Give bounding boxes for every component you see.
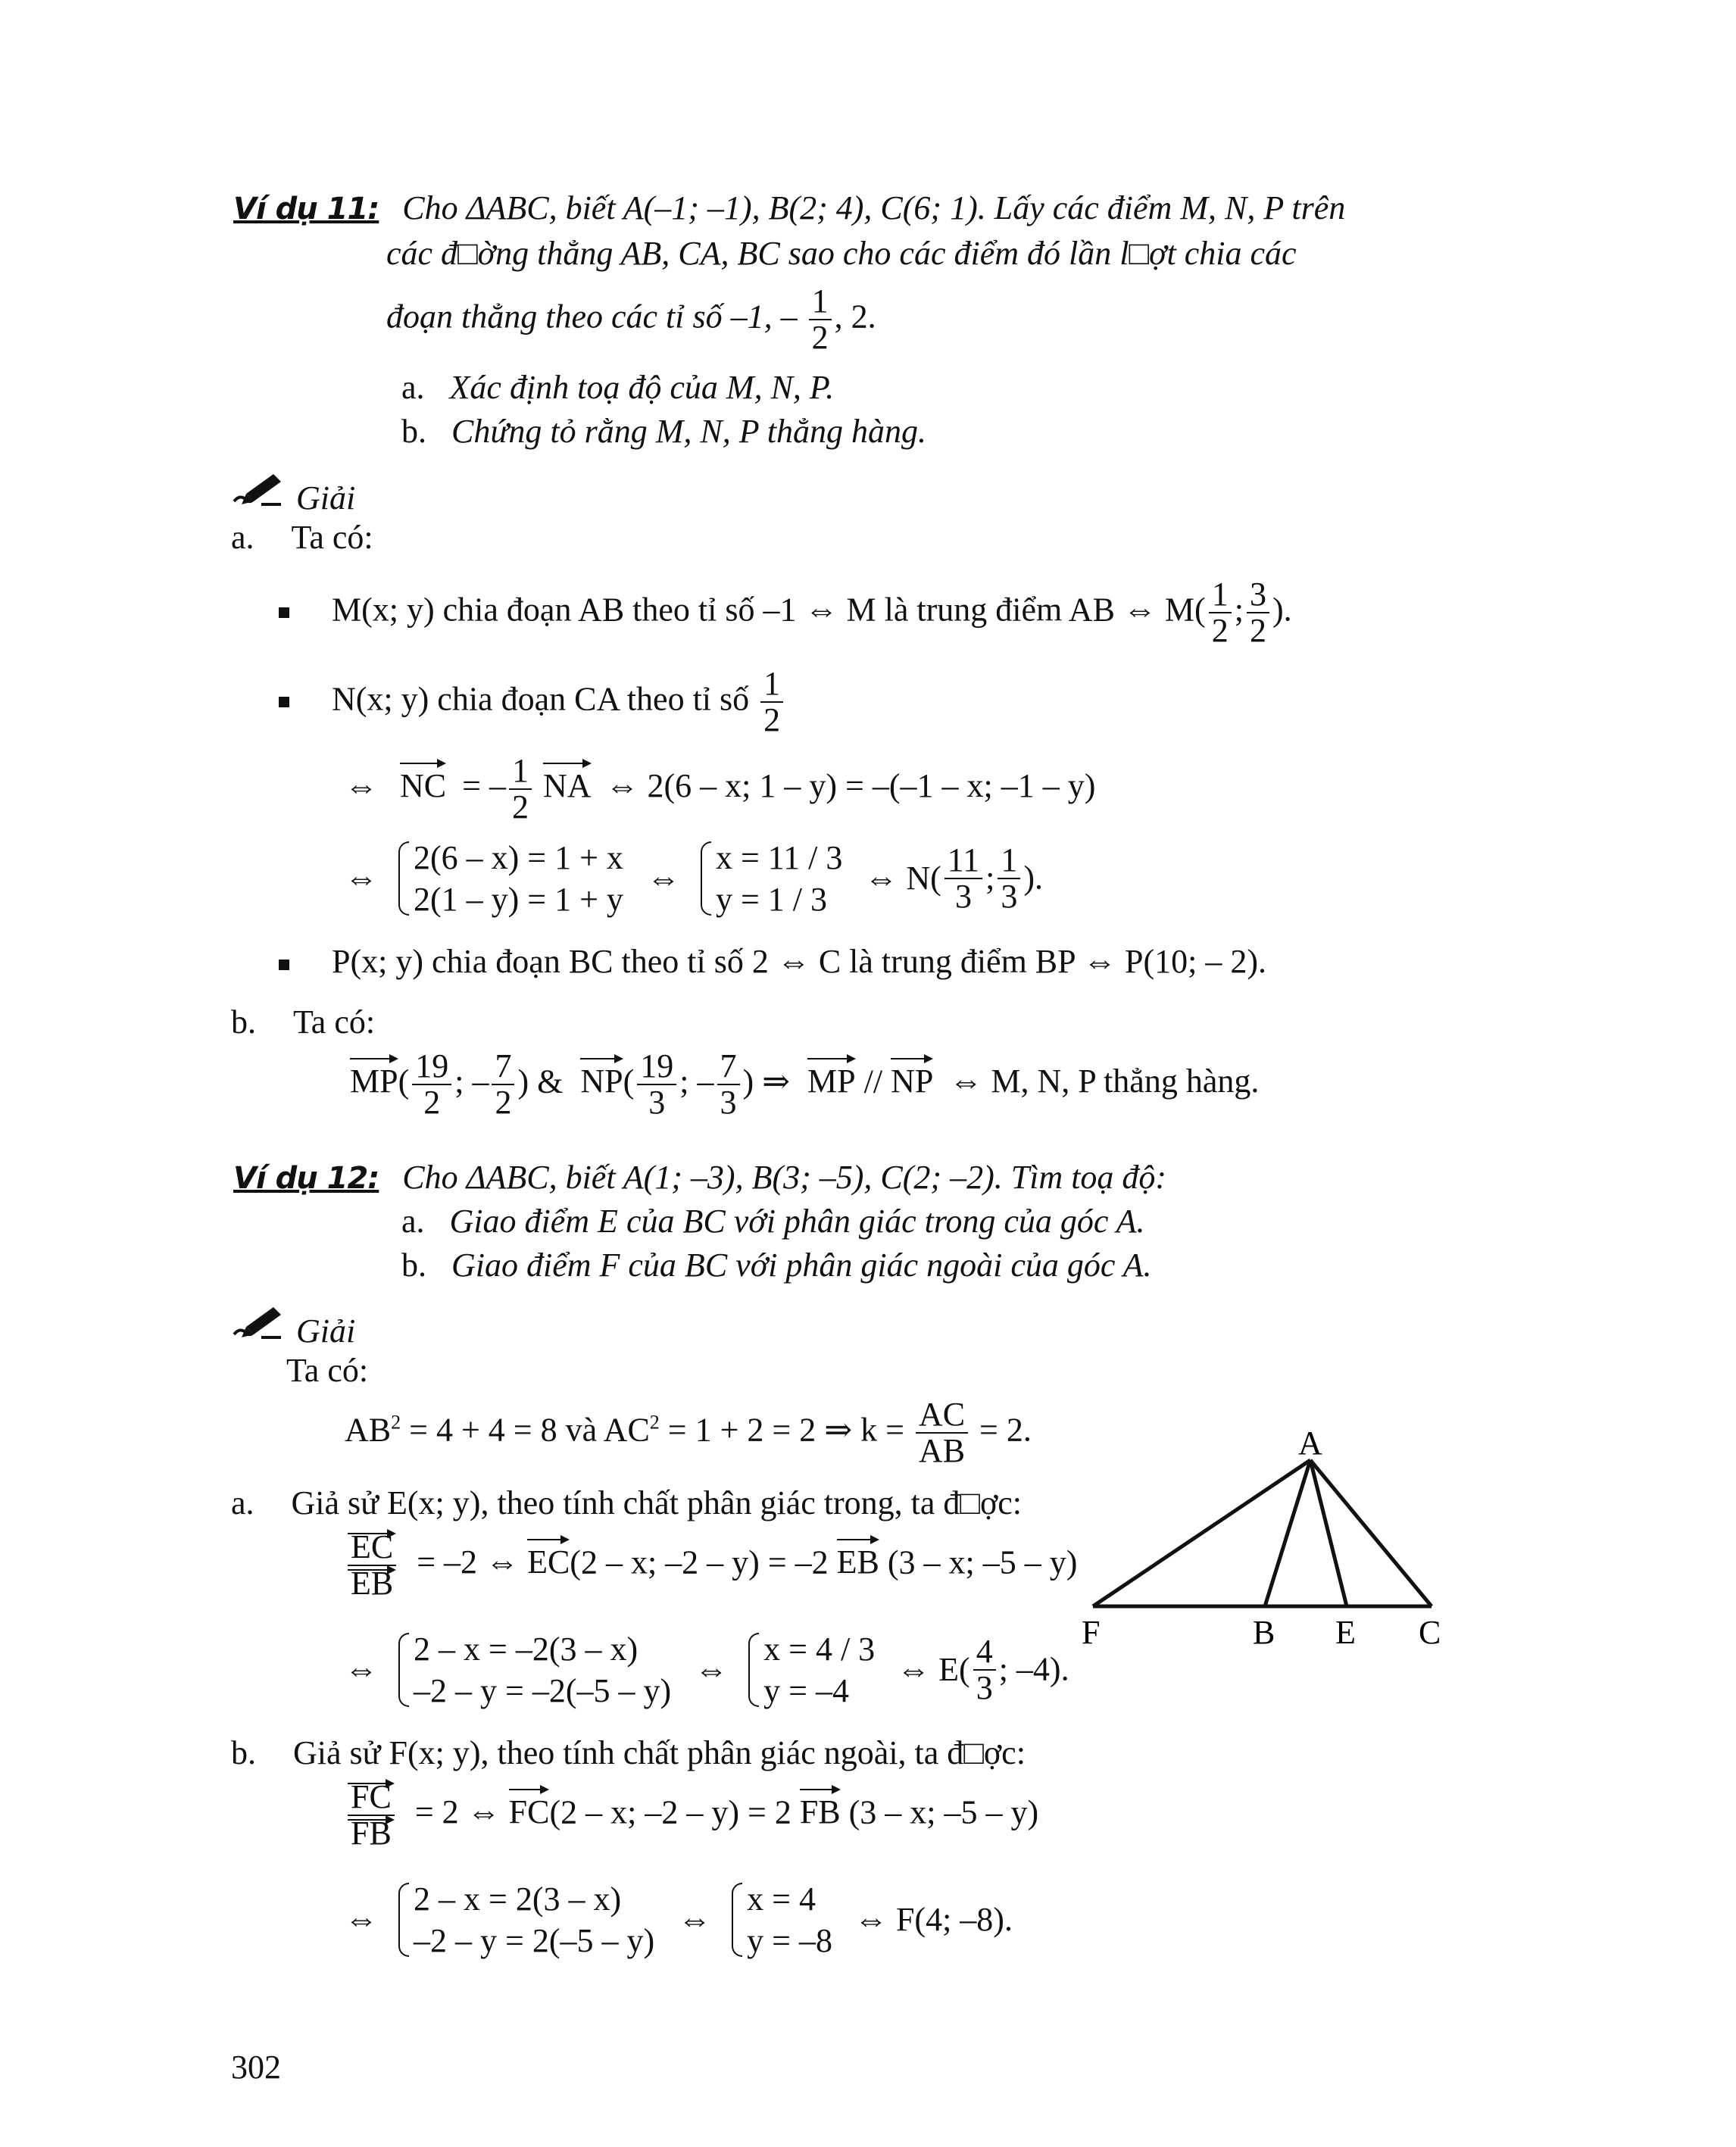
system-of-equations: 2 – x = 2(3 – x) –2 – y = 2(–5 – y) [394, 1878, 654, 1961]
fraction: $\frac{4}{3}$ [973, 1634, 996, 1705]
point-label-b: B [1253, 1614, 1275, 1651]
fraction: $\frac{7}{3}$ [717, 1049, 740, 1120]
missing-glyph: □ [963, 1734, 984, 1771]
example-11-label: Ví dụ 11: [233, 192, 379, 226]
fraction: $\frac{19}{3}$ [637, 1049, 676, 1120]
point-label-f: F [1082, 1614, 1101, 1651]
solution-label: Giải [296, 1312, 356, 1350]
fraction: $\frac{1}{2}$ [760, 666, 783, 738]
vector-fb: FB [800, 1786, 841, 1832]
sol12-e-step2: ⇔ 2 – x = –2(3 – x) –2 – y = –2(–5 – y) ⇔ x = 4 / 3 y = –4 ⇔ E( $\frac{4}{3}$ ; –4). [345, 1628, 1069, 1712]
sol12-part-b: b. Giả sử F(x; y), theo tính chất phân giác ngoài, ta đ□ợc: [231, 1734, 1026, 1771]
point-label-e: E [1335, 1614, 1356, 1651]
pen-writing-icon [231, 471, 284, 518]
segment-ab [1265, 1460, 1310, 1606]
vector-np: NP [891, 1055, 933, 1101]
bullet-square-icon [279, 697, 289, 707]
fraction: $\frac{11}{3}$ [944, 843, 982, 914]
ex11-text-1: Cho ΔABC, biết A(–1; –1), B(2; 4), C(6; 1). Lấy các điểm M, N, P trên [402, 189, 1346, 226]
sol12-f-step1: $\frac{FC}{FB}$ = 2 ⇔ FC(2 – x; –2 – y) = 2 FB (3 – x; –5 – y) [345, 1780, 1038, 1851]
ex11-text-2a: các đ [386, 235, 458, 272]
point-label-a: A [1298, 1425, 1322, 1462]
part-marker: b. [231, 1003, 256, 1041]
missing-glyph: □ [960, 1484, 980, 1521]
m-text: M(x; y) chia đoạn AB theo tỉ số –1 ⇔ M là trung điểm AB ⇔ M( [332, 591, 1206, 629]
sol11-n-step2: ⇔ NC = – $\frac{1}{2}$ NA ⇔ 2(6 – x; 1 – y) = –(–1 – x; –1 – y) [345, 752, 1096, 826]
item-marker: b. [401, 413, 426, 450]
vector-ratio: $\frac{FC}{FB}$ [348, 1780, 395, 1851]
fraction: $\frac{19}{2}$ [412, 1049, 451, 1120]
solution-12-heading [231, 1304, 355, 1351]
item-text: Giao điểm E của BC với phân giác trong của góc A. [449, 1203, 1145, 1240]
p-text: P(x; y) chia đoạn BC theo tỉ số 2 ⇔ C là trung điểm BP ⇔ P(10; – 2). [332, 943, 1266, 980]
pen-writing-icon [231, 1304, 284, 1351]
part-text: Giả sử E(x; y), theo tính chất phân giác trong, ta đ [291, 1484, 960, 1521]
item-text: Chứng tỏ rằng M, N, P thẳng hàng. [451, 413, 926, 450]
page-number: 302 [231, 2049, 281, 2086]
ex11-text-2b: ờng thẳng AB, CA, BC sao cho các điểm đó lần l [477, 235, 1129, 272]
segment-fa [1093, 1460, 1310, 1606]
ex12-item-a [401, 1203, 1145, 1241]
n-text: N(x; y) chia đoạn CA theo tỉ số [332, 680, 750, 718]
solution-label: Giải [296, 479, 356, 516]
ex11-item-b [401, 413, 926, 451]
vector-ratio: $\frac{EC}{EB}$ [348, 1530, 396, 1601]
fraction: $\frac{1}{3}$ [998, 843, 1020, 914]
vector-mp: MP [807, 1055, 856, 1101]
solution-11-heading [231, 471, 355, 518]
sol12-ta-co: Ta có: [286, 1352, 369, 1389]
fraction: $\frac{7}{2}$ [492, 1049, 514, 1120]
part-text: Giả sử F(x; y), theo tính chất phân giác ngoài, ta đ [293, 1734, 964, 1771]
system-solution: x = 4 / 3 y = –4 [744, 1628, 875, 1712]
vector-eb: EB [837, 1536, 879, 1582]
item-text: Xác định toạ độ của M, N, P. [449, 369, 835, 406]
sol12-part-a: a. Giả sử E(x; y), theo tính chất phân giác trong, ta đ□ợc: [231, 1484, 1022, 1521]
ex12-item-b [401, 1247, 1152, 1285]
sol11-bullet-n [279, 666, 786, 738]
part-marker: a. [231, 1484, 254, 1521]
fraction-one-half: $\frac{1}{2}$ [809, 284, 832, 355]
item-marker: a. [401, 1203, 425, 1240]
missing-glyph: □ [457, 235, 478, 272]
vector-nc: NC [400, 760, 446, 806]
sol12-e-step1: $\frac{EC}{EB}$ = –2 ⇔ EC(2 – x; –2 – y) = –2 EB (3 – x; –5 – y) [345, 1530, 1077, 1601]
item-text: Giao điểm F của BC với phân giác ngoài của góc A. [451, 1247, 1152, 1284]
item-marker: a. [401, 369, 425, 406]
sol12-f-step2: ⇔ 2 – x = 2(3 – x) –2 – y = 2(–5 – y) ⇔ x = 4 y = –8 ⇔ F(4; –8). [345, 1878, 1013, 1961]
ex11-text-3: đoạn thẳng theo các tỉ số –1, – [386, 298, 798, 335]
part-marker: b. [231, 1734, 256, 1771]
vector-np: NP [580, 1055, 623, 1101]
system-solution: x = 11 / 3 y = 1 / 3 [696, 837, 842, 920]
sol11-collinear: MP( $\frac{19}{2}$ ; – $\frac{7}{2}$ ) & NP( $\frac{19}{3}$ ; – $\frac{7}{3}$ ) ⇒ MP // NP ⇔ M, N, P thẳng hàng. [350, 1047, 1260, 1122]
part-marker: a. [231, 519, 254, 556]
ex11-line1 [233, 189, 1345, 228]
fraction: $\frac{1}{2}$ [509, 754, 532, 825]
system-of-equations: 2(6 – x) = 1 + x 2(1 – y) = 1 + y [394, 837, 623, 920]
ex11-item-a [401, 369, 834, 407]
ex11-line2 [386, 235, 1297, 273]
fraction: $\frac{AC}{AB}$ [916, 1397, 968, 1468]
triangle-figure [1076, 1424, 1469, 1651]
bullet-square-icon [279, 607, 289, 618]
vector-fc: FC [509, 1786, 550, 1832]
vector-ec: EC [527, 1536, 570, 1582]
ex11-line3 [386, 284, 876, 355]
missing-glyph: □ [1129, 235, 1150, 272]
sol11-bullet-p [279, 943, 1266, 981]
example-12-label: Ví dụ 12: [233, 1161, 379, 1196]
sol11-n-step3: ⇔ 2(6 – x) = 1 + x 2(1 – y) = 1 + y ⇔ x = 11 / 3 y = 1 / 3 ⇔ N( $\frac{11}{3}$ ; $\frac{1}{3}$ ). [345, 837, 1043, 920]
ta-co: Ta có: [291, 519, 373, 556]
ex11-text-3-end: , 2. [834, 298, 876, 335]
vector-mp: MP [350, 1055, 398, 1101]
system-solution: x = 4 y = –8 [727, 1878, 832, 1961]
sol11-part-a [231, 519, 373, 557]
bullet-square-icon [279, 960, 289, 970]
item-marker: b. [401, 1247, 426, 1284]
fraction: $\frac{1}{2}$ [1209, 577, 1232, 648]
sol12-k-ratio: $AB^2 = 4 + 4 = 8$ và $AC^2 = 1 + 2 = 2$ ⇒ k = $\frac{AC}{AB}$ = 2. [345, 1396, 1032, 1470]
vector-na: NA [543, 760, 592, 806]
sol11-part-b [231, 1003, 375, 1042]
point-label-c: C [1419, 1614, 1441, 1651]
ex11-text-2c: ợt chia các [1149, 235, 1297, 272]
system-of-equations: 2 – x = –2(3 – x) –2 – y = –2(–5 – y) [394, 1628, 671, 1712]
ex12-line1 [233, 1159, 1166, 1197]
ta-co: Ta có: [293, 1003, 376, 1041]
fraction: $\frac{3}{2}$ [1247, 577, 1269, 648]
ex12-text-1: Cho ΔABC, biết A(1; –3), B(3; –5), C(2; –2). Tìm toạ độ: [402, 1159, 1167, 1196]
sol11-bullet-m: M(x; y) chia đoạn AB theo tỉ số –1 ⇔ M là trung điểm AB ⇔ M( $\frac{1}{2}$ ; $\frac{3}{2}$ ). [279, 577, 1292, 648]
